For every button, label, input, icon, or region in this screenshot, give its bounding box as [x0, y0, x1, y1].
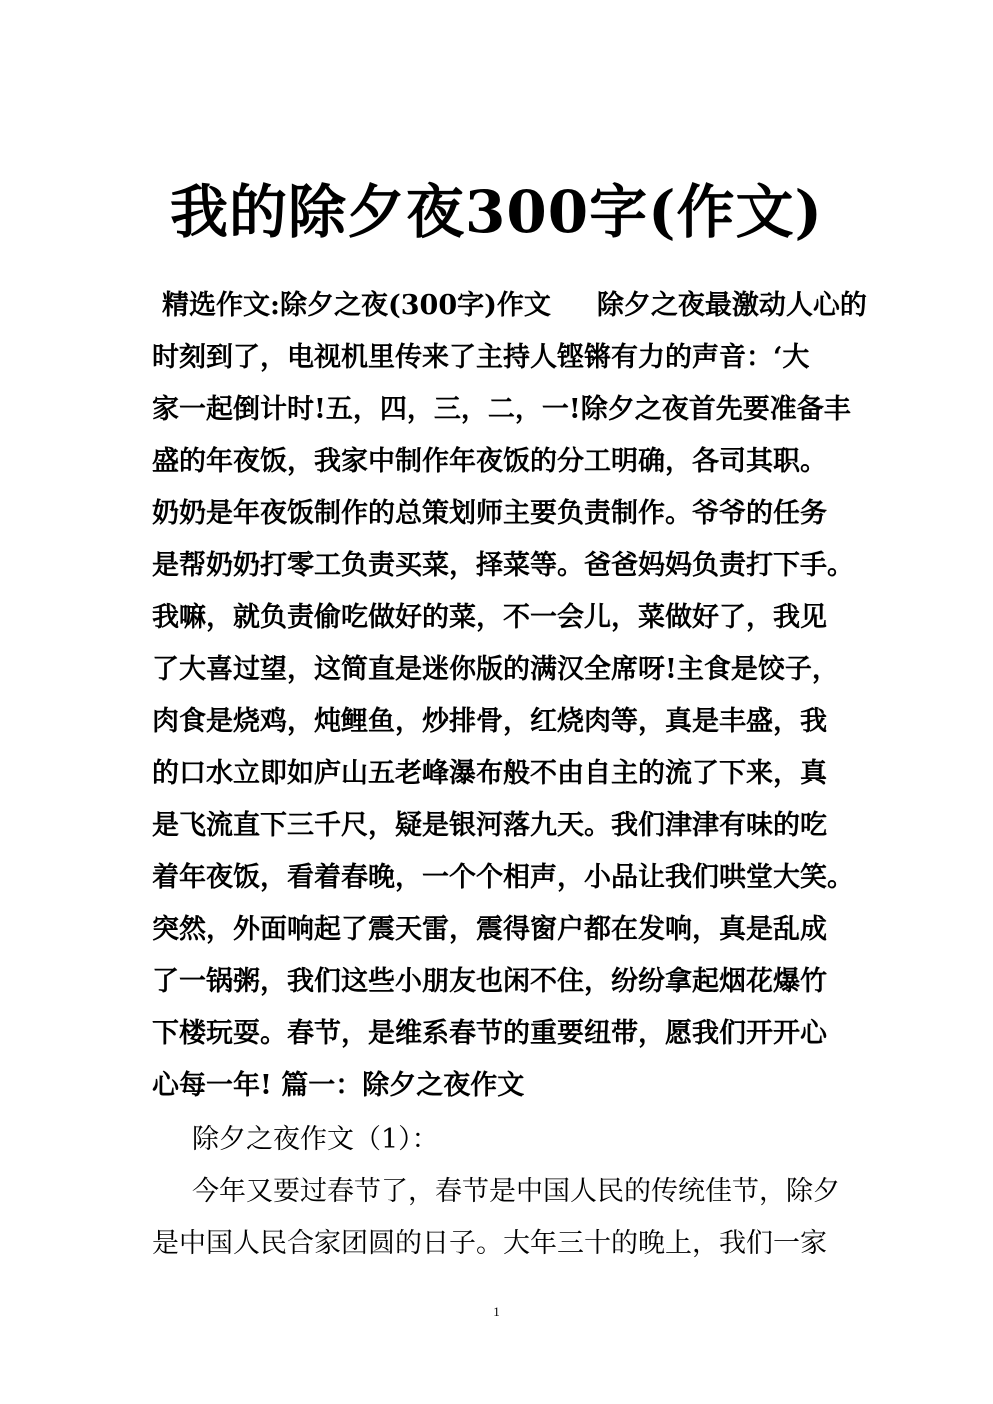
document-title: 我的除夕夜300字(作文): [170, 178, 823, 246]
text-line-9: 肉食是烧鸡，炖鲤鱼，炒排骨，红烧肉等，真是丰盛，我: [152, 706, 827, 737]
text-line-18: 今年又要过春节了，春节是中国人民的传统佳节，除夕: [192, 1176, 840, 1207]
text-line-6: 是帮奶奶打零工负责买菜，择菜等。爸爸妈妈负责打下手。: [152, 550, 854, 581]
text-line-5: 奶奶是年夜饭制作的总策划师主要负责制作。爷爷的任务: [152, 498, 827, 529]
text-line-3: 家一起倒计时!五，四，三，二，一!除夕之夜首先要准备丰: [152, 394, 851, 425]
text-line-15: 下楼玩耍。春节，是维系春节的重要纽带，愿我们开开心: [152, 1018, 827, 1049]
text-line-10: 的口水立即如庐山五老峰瀑布般不由自主的流了下来，真: [152, 758, 827, 789]
text-line-7: 我嘛，就负责偷吃做好的菜，不一会儿，菜做好了，我见: [152, 602, 827, 633]
text-line-1: [162, 286, 867, 326]
text-line-19: 是中国人民合家团圆的日子。大年三十的晚上，我们一家: [152, 1228, 827, 1259]
text-line-4: 盛的年夜饭，我家中制作年夜饭的分工明确，各司其职。: [152, 446, 827, 477]
text-line-1-part-a: 精选作文:除夕之夜(300字)作文: [162, 290, 551, 321]
text-line-16: 心每一年! 篇一：除夕之夜作文: [152, 1070, 525, 1101]
text-line-13: 突然，外面响起了震天雷，震得窗户都在发响，真是乱成: [152, 914, 827, 945]
text-line-1-part-b: 除夕之夜最激动人心的: [596, 290, 867, 321]
text-line-12: 着年夜饭，看着春晚，一个个相声，小品让我们哄堂大笑。: [152, 862, 854, 893]
text-line-11: 是飞流直下三千尺，疑是银河落九天。我们津津有味的吃: [152, 810, 827, 841]
text-line-14: 了一锅粥，我们这些小朋友也闲不住，纷纷拿起烟花爆竹: [152, 966, 827, 997]
section-heading: 除夕之夜作文（1）：: [192, 1124, 439, 1155]
text-line-2: 时刻到了，电视机里传来了主持人铿锵有力的声音：‘大: [152, 342, 810, 373]
page-number: 1: [493, 1304, 500, 1319]
text-line-8: 了大喜过望，这简直是迷你版的满汉全席呀!主食是饺子，: [152, 654, 839, 685]
